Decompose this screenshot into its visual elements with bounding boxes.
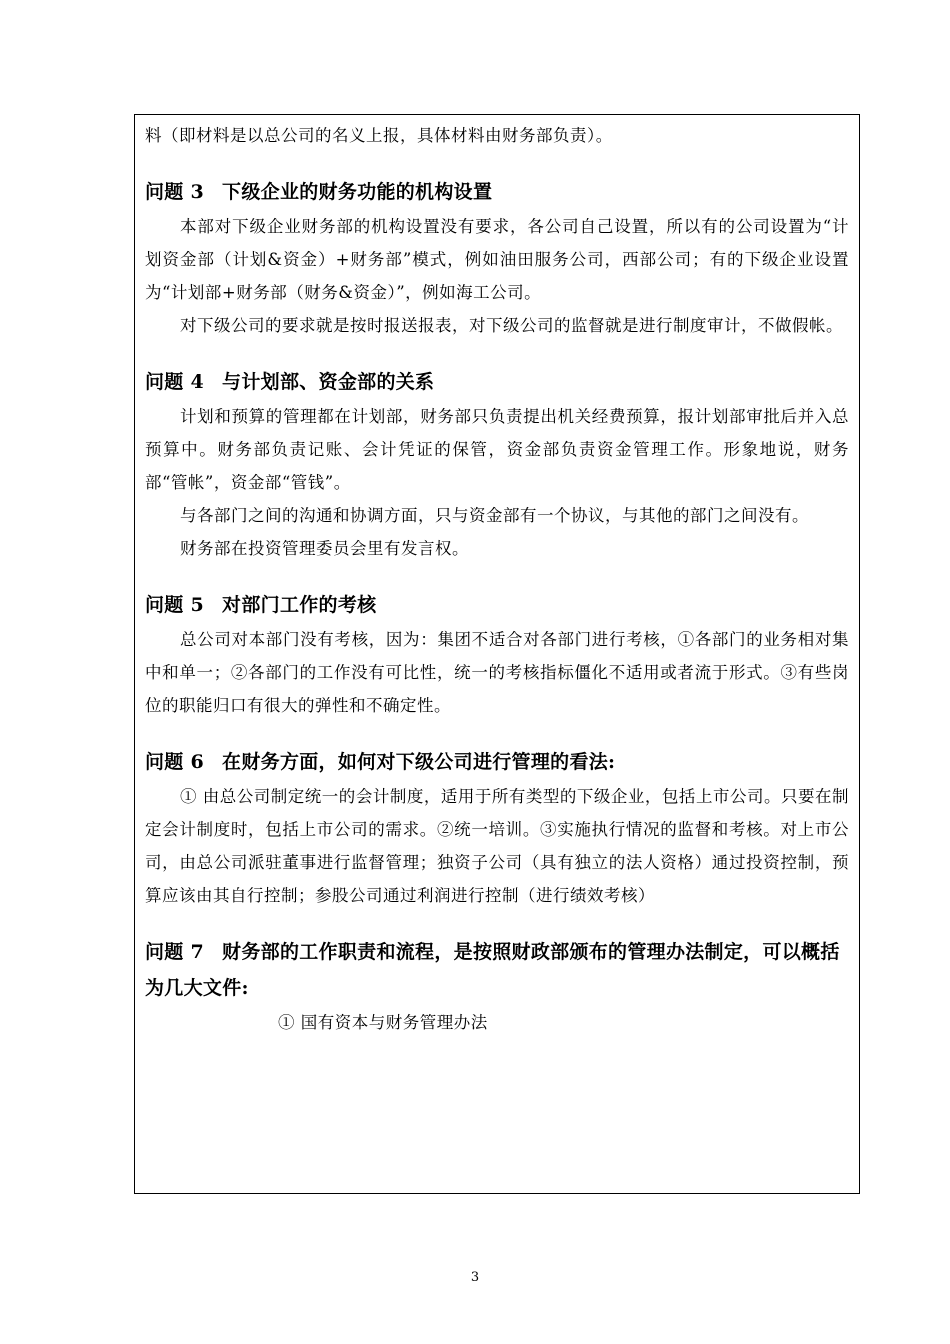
- content-frame: [134, 114, 860, 1194]
- question-3-heading: [145, 174, 849, 210]
- question-4-paragraph-1: 计划和预算的管理都在计划部，财务部只负责提出机关经费预算，报计划部审批后并入总预算中。财务部负责记账、会计凭证的保管，资金部负责资金管理工作。形象地说，财务部“管帐”，资金部“管钱”。: [145, 407, 849, 492]
- question-4-title: 与计划部、资金部的关系: [222, 371, 435, 393]
- question-7-title: 财务部的工作职责和流程，是按照财政部颁布的管理办法制定，可以概括为几大文件:: [145, 941, 840, 999]
- question-4-paragraph-3: 财务部在投资管理委员会里有发言权。: [180, 539, 469, 558]
- question-7-list-item-1: ① 国有资本与财务管理办法: [278, 1013, 488, 1032]
- intro-line: 料（即材料是以总公司的名义上报，具体材料由财务部负责）。: [145, 126, 613, 145]
- question-6-paragraph-1: ① 由总公司制定统一的会计制度，适用于所有类型的下级企业，包括上市公司。只要在制定会计制度时，包括上市公司的需求。②统一培训。③实施执行情况的监督和考核。对上市公司，由总公司派驻董事进行监督管理；独资子公司（具有独立的法人资格）通过投资控制，预算应该由其自行控制；参股公司通过利润进行控制（进行绩效考核）: [145, 787, 849, 905]
- question-7-heading: [145, 934, 849, 1006]
- question-7-number: 问题 7: [145, 941, 205, 963]
- question-6-heading: [145, 744, 849, 780]
- question-4-paragraph-2: 与各部门之间的沟通和协调方面，只与资金部有一个协议，与其他的部门之间没有。: [180, 506, 809, 525]
- question-5-number: 问题 5: [145, 594, 205, 616]
- question-3-paragraph-1: 本部对下级企业财务部的机构设置没有要求，各公司自己设置，所以有的公司设置为“计划资金部（计划&资金）+财务部”模式，例如油田服务公司，西部公司；有的下级企业设置为“计划部+财务部（财务&资金）”，例如海工公司。: [145, 217, 849, 302]
- question-6-title: 在财务方面，如何对下级公司进行管理的看法:: [222, 751, 616, 773]
- question-6-number: 问题 6: [145, 751, 205, 773]
- question-4-number: 问题 4: [145, 371, 205, 393]
- question-5-title: 对部门工作的考核: [222, 594, 377, 616]
- question-3-paragraph-2: 对下级公司的要求就是按时报送报表，对下级公司的监督就是进行制度审计，不做假帐。: [180, 316, 843, 335]
- question-5-heading: [145, 587, 849, 623]
- page-number: 3: [470, 1270, 480, 1285]
- question-3-number: 问题 3: [145, 181, 205, 203]
- question-4-heading: [145, 364, 849, 400]
- question-5-paragraph-1: 总公司对本部门没有考核，因为：集团不适合对各部门进行考核，①各部门的业务相对集中和单一；②各部门的工作没有可比性，统一的考核指标僵化不适用或者流于形式。③有些岗位的职能归口有很大的弹性和不确定性。: [145, 630, 849, 715]
- question-3-title: 下级企业的财务功能的机构设置: [222, 181, 493, 203]
